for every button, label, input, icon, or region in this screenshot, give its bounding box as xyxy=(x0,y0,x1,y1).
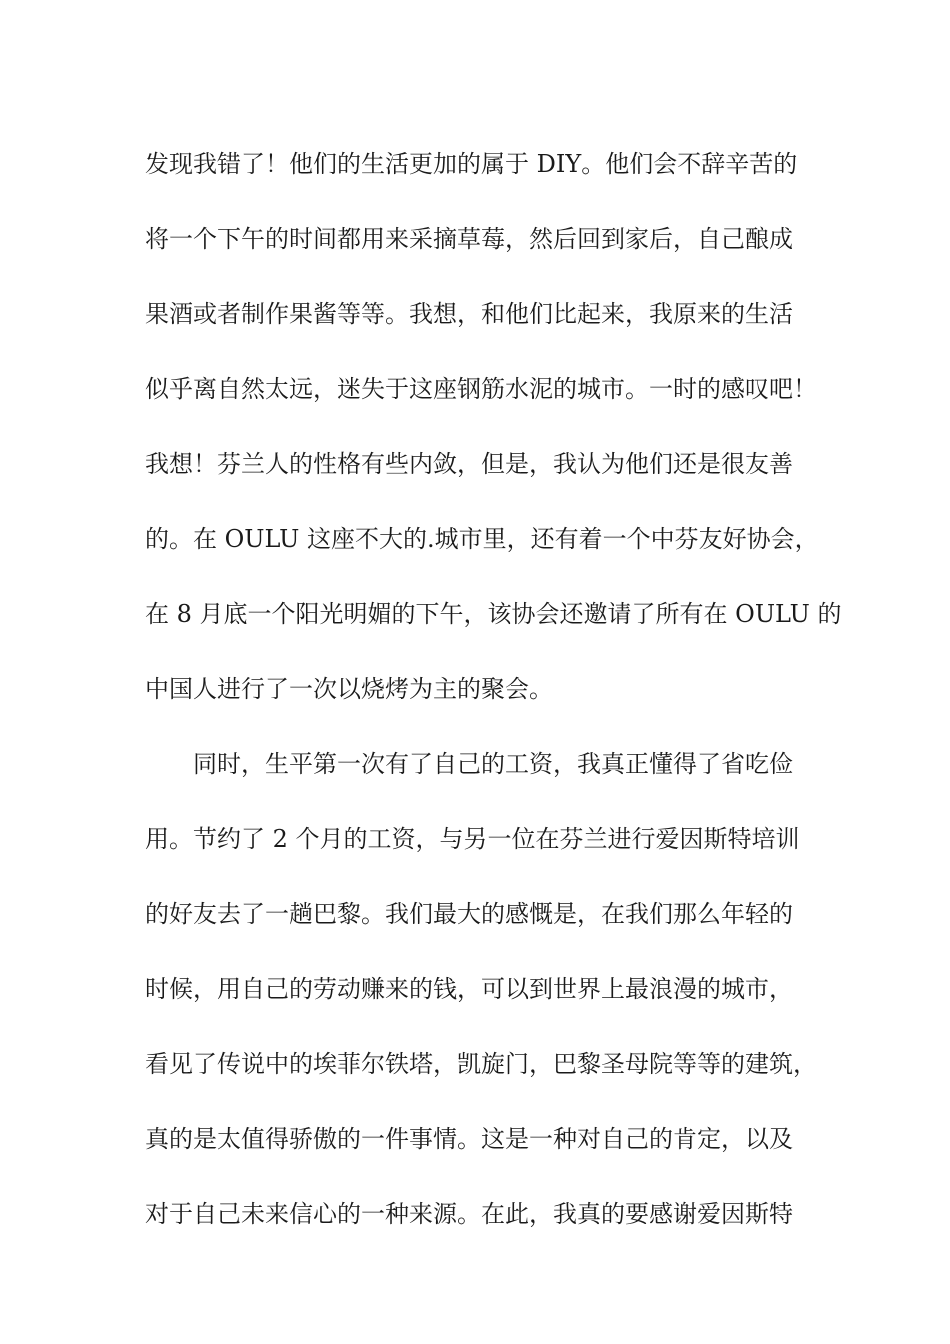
text-line: 发现我错了！他们的生活更加的属于 DIY。他们会不辞辛苦的 xyxy=(145,150,798,178)
text-line: 中国人进行了一次以烧烤为主的聚会。 xyxy=(145,675,553,703)
body-text xyxy=(145,127,842,1252)
text-line: 对于自己未来信心的一种来源。在此，我真的要感谢爱因斯特 xyxy=(145,1200,793,1228)
text-line: 看见了传说中的埃菲尔铁塔，凯旋门，巴黎圣母院等等的建筑， xyxy=(145,1050,817,1078)
text-line: 的。在 OULU 这座不大的.城市里，还有着一个中芬友好协会， xyxy=(145,525,819,553)
text-line: 我想！芬兰人的性格有些内敛，但是，我认为他们还是很友善 xyxy=(145,450,793,478)
text-line: 用。节约了 2 个月的工资，与另一位在芬兰进行爱因斯特培训 xyxy=(145,825,800,853)
text-line: 在 8 月底一个阳光明媚的下午，该协会还邀请了所有在 OULU 的 xyxy=(145,600,842,628)
text-line: 真的是太值得骄傲的一件事情。这是一种对自己的肯定，以及 xyxy=(145,1125,793,1153)
text-line: 的好友去了一趟巴黎。我们最大的感慨是，在我们那么年轻的 xyxy=(145,900,793,928)
text-line: 同时，生平第一次有了自己的工资，我真正懂得了省吃俭 xyxy=(193,750,793,778)
text-line: 似乎离自然太远，迷失于这座钢筋水泥的城市。一时的感叹吧！ xyxy=(145,375,817,403)
paragraph-2 xyxy=(145,727,815,1252)
text-line: 果酒或者制作果酱等等。我想，和他们比起来，我原来的生活 xyxy=(145,300,793,328)
paragraph-1 xyxy=(145,127,842,727)
text-line: 时候，用自己的劳动赚来的钱，可以到世界上最浪漫的城市， xyxy=(145,975,793,1003)
text-line: 将一个下午的时间都用来采摘草莓，然后回到家后，自己酿成 xyxy=(145,225,793,253)
